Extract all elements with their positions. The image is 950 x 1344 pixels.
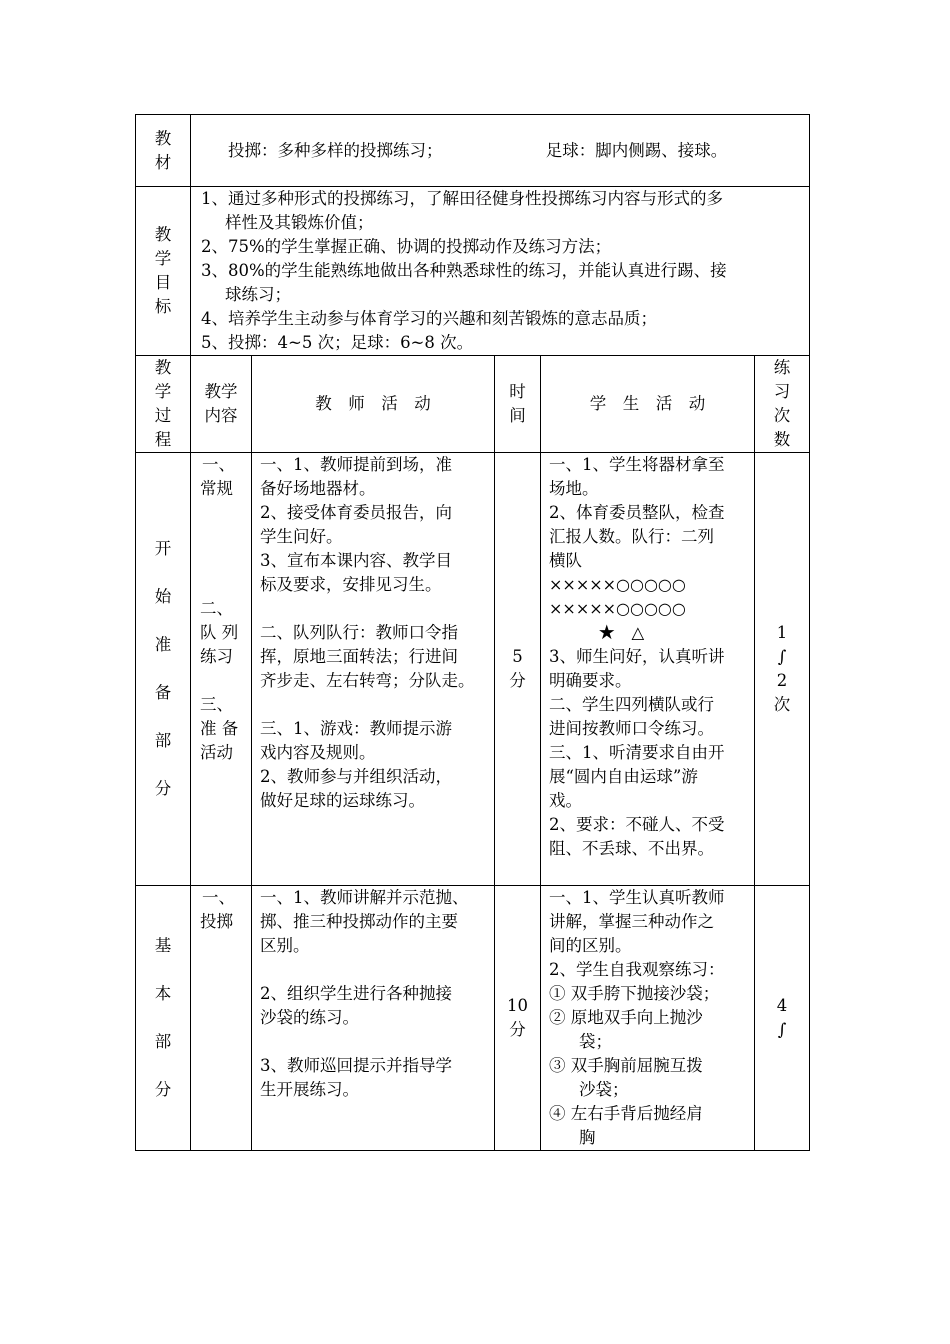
formation-row-2: ×××××○○○○○ — [549, 599, 686, 618]
header-row — [136, 356, 810, 453]
material-content — [191, 115, 810, 187]
header-teacher: 教 师 活 动 — [252, 356, 495, 453]
part2-time: 10 分 — [495, 886, 541, 1151]
lesson-plan-table — [135, 114, 810, 1151]
student-practice-item-2: ② 原地双手向上抛沙 袋； — [549, 1008, 703, 1051]
part2-student: 一、1、学生认真听教师 讲解，掌握三种动作之 间的区别。 2、学生自我观察练习： ① 双手胯下抛接沙袋； ② 原地双手向上抛沙 袋； ③ 双手胸前屈腕互拨 沙袋； ④ 左右手背后抛经肩 胸 — [541, 886, 755, 1151]
part1-content-c: 三、 准 备 活动 — [200, 695, 239, 762]
goals-row — [136, 187, 810, 356]
student-practice-item-4: ④ 左右手背后抛经肩 胸 — [549, 1104, 703, 1147]
part2-count: 4 ∫ — [755, 886, 810, 1151]
part1-label: 开 始 准 备 部 分 — [136, 453, 191, 886]
goals-list — [191, 187, 810, 356]
part2-row — [136, 886, 810, 1151]
material-throwing: 投掷：多种多样的投掷练习； — [228, 140, 443, 160]
formation-teacher-marker: ★ △ — [549, 623, 645, 642]
material-label: 教 材 — [136, 115, 191, 187]
student-practice-item-1: ① 双手胯下抛接沙袋； — [549, 984, 720, 1003]
part2-label: 基 本 部 分 — [136, 886, 191, 1151]
header-process: 教 学 过 程 — [136, 356, 191, 453]
part1-content — [191, 453, 252, 886]
goal-item-4: 4、培养学生主动参与体育学习的兴趣和刻苦锻炼的意志品质； — [201, 309, 657, 328]
goal-item-5: 5、投掷：4~5 次；足球：6~8 次。 — [201, 333, 474, 352]
material-row — [136, 115, 810, 187]
header-time: 时 间 — [495, 356, 541, 453]
goal-item-1: 1、通过多种形式的投掷练习，了解田径健身性投掷练习内容与形式的多 样性及其锻炼价值； — [201, 189, 723, 232]
part1-row — [136, 453, 810, 886]
header-student: 学 生 活 动 — [541, 356, 755, 453]
header-practice: 练 习 次 数 — [755, 356, 810, 453]
goal-item-2: 2、75%的学生掌握正确、协调的投掷动作及练习方法； — [201, 237, 612, 256]
formation-row-1: ×××××○○○○○ — [549, 575, 686, 594]
part1-student: 一、1、学生将器材拿至 场地。 2、体育委员整队，检查 汇报人数。队行：二列 横队 ×××××○○○○○ ×××××○○○○○ ★ △ 3、师生问好，认真听讲 明确要求。 二、学生四列横队或行 进间按教师口令练习。 三、1、听清要求自由开 展“圆内自由运球”游 戏。 2、要求：不碰人、不受 阻、不丢球、不出界。 — [541, 453, 755, 886]
part1-count: 1 ∫ 2 次 — [755, 453, 810, 886]
part2-teacher: 一、1、教师讲解并示范抛、 掷、推三种投掷动作的主要 区别。 2、组织学生进行各种抛接 沙袋的练习。 3、教师巡回提示并指导学 生开展练习。 — [252, 886, 495, 1151]
student-practice-item-3: ③ 双手胸前屈腕互拨 沙袋； — [549, 1056, 703, 1099]
part1-time: 5 分 — [495, 453, 541, 886]
part1-teacher: 一、1、教师提前到场，准 备好场地器材。 2、接受体育委员报告，向 学生问好。 3、宣布本课内容、教学目 标及要求，安排见习生。 二、队列队行：教师口令指 挥，原地三面转法；行进间 齐步走、左右转弯；分队走。 三、1、游戏：教师提示游 戏内容及规则。 2、教师参与并组织活动， 做好足球的运球练习。 — [252, 453, 495, 886]
part1-content-b: 二、 队 列 练习 — [200, 599, 239, 666]
material-football: 足球：脚内侧踢、接球。 — [545, 140, 728, 160]
part1-content-a: 一、 常规 — [200, 455, 235, 498]
header-content: 教学 内容 — [191, 356, 252, 453]
part2-content: 一、 投掷 — [191, 886, 252, 1151]
goal-item-3: 3、80%的学生能熟练地做出各种熟悉球性的练习，并能认真进行踢、接 球练习； — [201, 261, 727, 304]
goals-label: 教 学 目 标 — [136, 187, 191, 356]
